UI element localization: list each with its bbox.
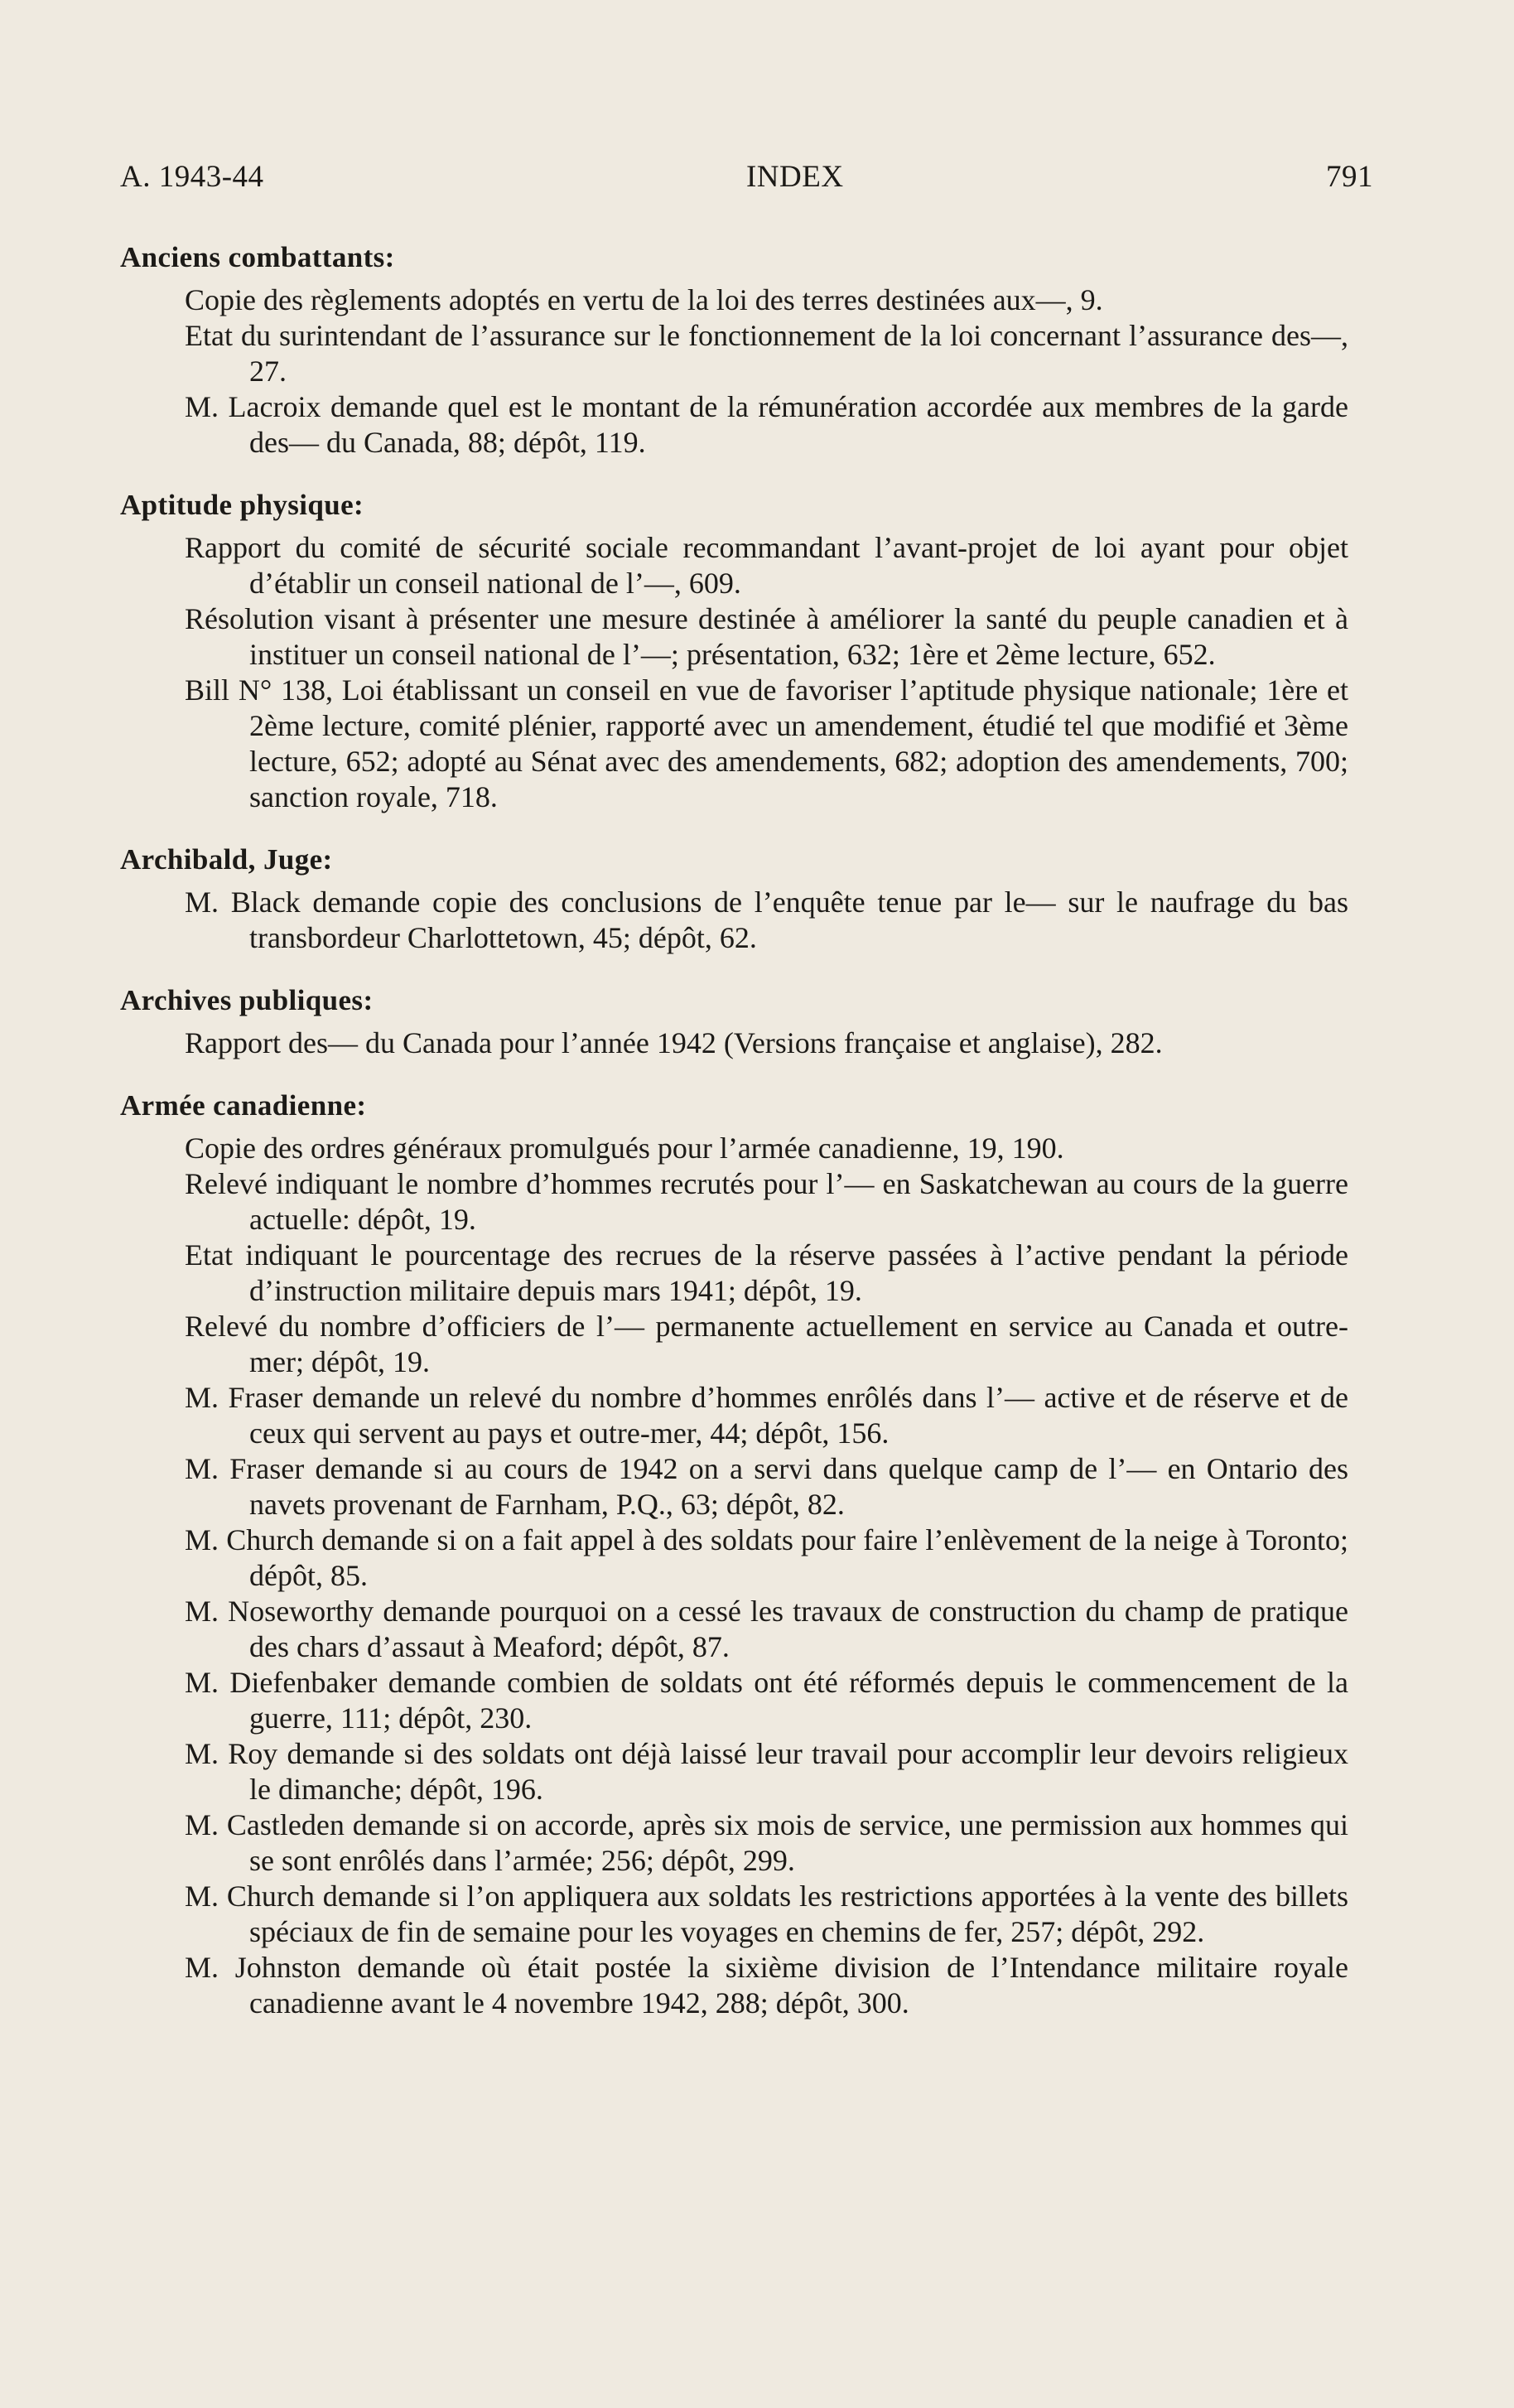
- index-entry: Copie des règlements adoptés en vertu de la loi des terres destinées aux—, 9.: [185, 283, 1103, 316]
- index-entry: Relevé du nombre d’officiers de l’— permanente actuellement en service au Canada et outre-mer; dépôt, 19.: [185, 1310, 1348, 1378]
- index-entry: M. Fraser demande si au cours de 1942 on a servi dans quelque camp de l’— en Ontario des navets provenant de Farnham, P.Q., 63; dépôt, 82.: [185, 1452, 1348, 1521]
- index-entry: M. Diefenbaker demande combien de soldats ont été réformés depuis le commencement de la guerre, 111; dépôt, 230.: [185, 1666, 1348, 1735]
- index-section: [120, 984, 1348, 1061]
- entry-list: [120, 1131, 1348, 2021]
- section-heading: Archives publiques:: [120, 984, 374, 1016]
- index-entry: Copie des ordres généraux promulgués pour l’armée canadienne, 19, 190.: [185, 1132, 1064, 1165]
- section-heading: Aptitude physique:: [120, 489, 364, 521]
- index-entry: Rapport des— du Canada pour l’année 1942 (Versions française et anglaise), 282.: [185, 1026, 1163, 1059]
- index-entry: M. Fraser demande un relevé du nombre d’hommes enrôlés dans l’— active et de réserve et de ceux qui servent au pays et outre-mer, 44; dépôt, 156.: [185, 1381, 1348, 1450]
- section-heading: Anciens combattants:: [120, 241, 395, 273]
- index-section: [120, 843, 1348, 956]
- index-entry: M. Noseworthy demande pourquoi on a cessé les travaux de construction du champ de pratique des chars d’assaut à Meaford; dépôt, 87.: [185, 1595, 1348, 1663]
- index-section: [120, 1089, 1348, 2021]
- index-section: [120, 241, 1348, 461]
- index-entry: Résolution visant à présenter une mesure destinée à améliorer la santé du peuple canadien et à instituer un conseil national de l’—; présentation, 632; 1ère et 2ème lecture, 652.: [185, 602, 1348, 671]
- index-entry: Rapport du comité de sécurité sociale recommandant l’avant-projet de loi ayant pour objet d’établir un conseil national de l’—, 609.: [185, 531, 1348, 600]
- index-entry: M. Roy demande si des soldats ont déjà laissé leur travail pour accomplir leur devoirs religieux le dimanche; dépôt, 196.: [185, 1737, 1348, 1806]
- index-entry: M. Church demande si l’on appliquera aux soldats les restrictions apportées à la vente des billets spéciaux de fin de semaine pour les voyages en chemins de fer, 257; dépôt, 292.: [185, 1880, 1348, 1948]
- header-session: A. 1943-44: [120, 160, 264, 194]
- entry-list: [120, 282, 1348, 461]
- index-entry: M. Castleden demande si on accorde, après six mois de service, une permission aux hommes qui se sont enrôlés dans l’armée; 256; dépôt, 299.: [185, 1808, 1348, 1877]
- index-section: [120, 489, 1348, 815]
- index-entry: M. Lacroix demande quel est le montant de la rémunération accordée aux membres de la garde des— du Canada, 88; dépôt, 119.: [185, 390, 1348, 459]
- index-entry: Bill N° 138, Loi établissant un conseil en vue de favoriser l’aptitude physique nationale; 1ère et 2ème lecture, comité plénier, rapporté avec un amendement, étudié tel que modifié et 3ème lecture, 652; adopté au Sénat avec des amendements, 682; adoption des amendements, 700; sanction royale, 718.: [185, 673, 1348, 813]
- index-entry: M. Church demande si on a fait appel à des soldats pour faire l’enlèvement de la neige à Toronto; dépôt, 85.: [185, 1523, 1348, 1592]
- running-header: [120, 159, 1373, 195]
- index-entry: Relevé indiquant le nombre d’hommes recrutés pour l’— en Saskatchewan au cours de la guerre actuelle: dépôt, 19.: [185, 1167, 1348, 1236]
- header-title: INDEX: [745, 160, 844, 194]
- entry-list: [120, 885, 1348, 956]
- index-sections: [120, 241, 1348, 2021]
- index-entry: M. Johnston demande où était postée la sixième division de l’Intendance militaire royale canadienne avant le 4 novembre 1942, 288; dépôt, 300.: [185, 1951, 1348, 2020]
- index-entry: M. Black demande copie des conclusions de l’enquête tenue par le— sur le naufrage du bas transbordeur Charlottetown, 45; dépôt, 62.: [185, 886, 1348, 954]
- index-entry: Etat indiquant le pourcentage des recrues de la réserve passées à l’active pendant la période d’instruction militaire depuis mars 1941; dépôt, 19.: [185, 1238, 1348, 1307]
- page-number: 791: [1325, 160, 1373, 194]
- section-heading: Archibald, Juge:: [120, 843, 333, 876]
- entry-list: [120, 1025, 1348, 1061]
- index-entry: Etat du surintendant de l’assurance sur le fonctionnement de la loi concernant l’assurance des—, 27.: [185, 319, 1348, 388]
- section-heading: Armée canadienne:: [120, 1089, 367, 1122]
- entry-list: [120, 530, 1348, 815]
